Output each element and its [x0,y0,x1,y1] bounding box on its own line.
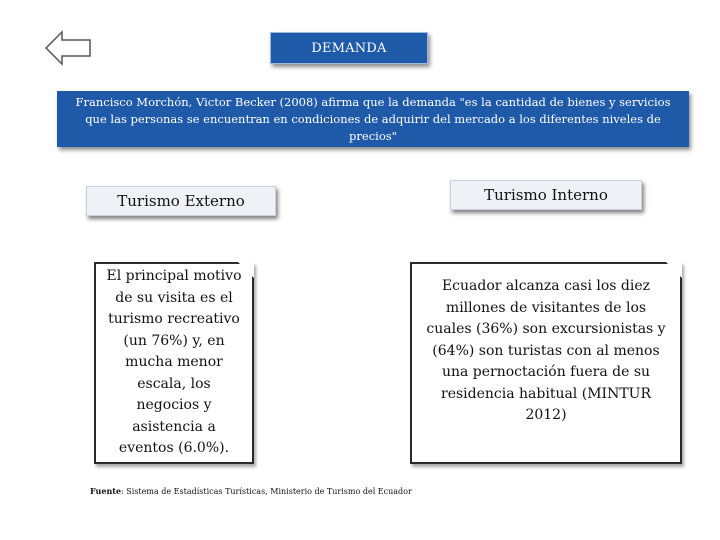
turismo-externo-text: El principal motivo de su visita es el turismo recreativo (un 76%) y, en mucha menor escala, los negocios y asistencia a eventos (6.0%). [106,268,242,456]
back-arrow-button[interactable] [44,30,92,66]
turismo-interno-text: Ecuador alcanza casi los diez millones de visitantes de los cuales (36%) son excursionistas y (64%) son turistas con al menos una pernoctación fuera de su residencia habitual (MINTUR 2012) [426,278,666,423]
turismo-interno-heading: Turismo Interno [450,180,642,210]
source-note [90,486,412,496]
back-arrow-icon [44,30,92,66]
turismo-interno-card [410,262,682,464]
page-title: DEMANDA [270,32,428,64]
definition-box: Francisco Morchón, Victor Becker (2008) afirma que la demanda "es la cantidad de bienes y servicios que las personas se encuentran en condiciones de adquirir del mercado a los diferentes niveles de precios" [57,91,689,147]
turismo-externo-card [94,262,254,464]
turismo-externo-heading: Turismo Externo [86,186,276,216]
source-text: : Sistema de Estadísticas Turísticas, Ministerio de Turismo del Ecuador [121,487,412,496]
source-label: Fuente [90,486,122,496]
